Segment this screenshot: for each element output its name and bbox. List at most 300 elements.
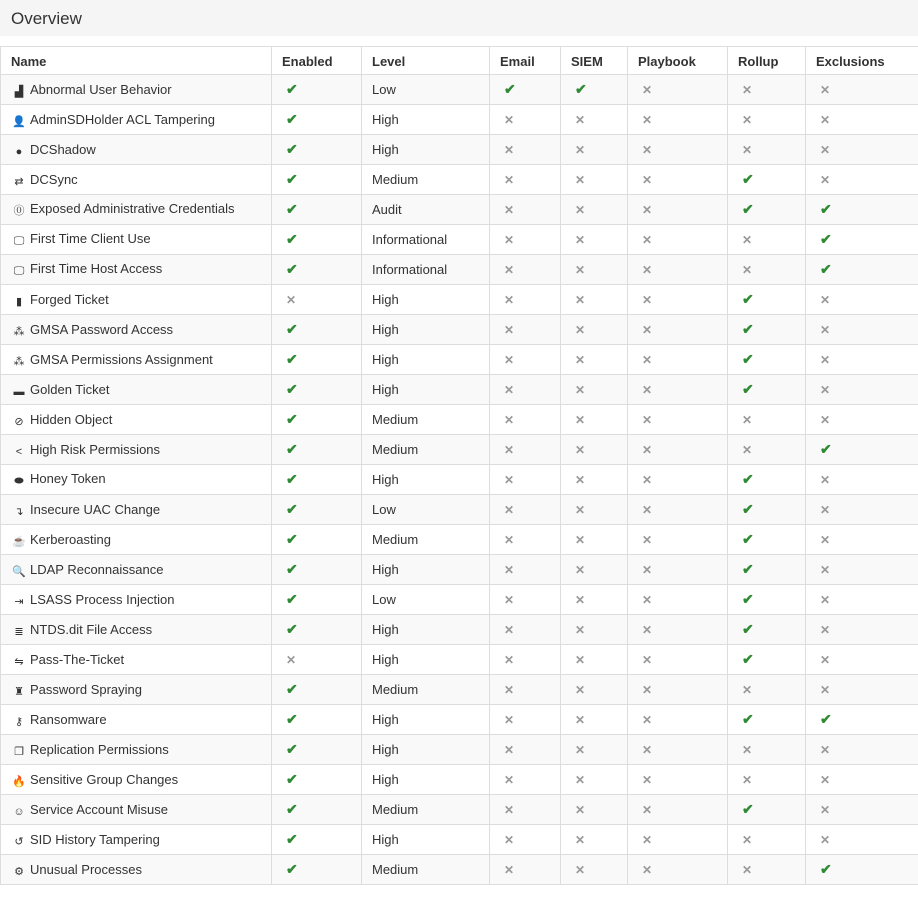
- siem-cell: [561, 165, 628, 195]
- exclusions-cell: [806, 135, 918, 165]
- check-icon: ✔: [286, 771, 298, 787]
- alert-name-cell: [1, 225, 272, 255]
- alert-name-cell: [1, 195, 272, 225]
- times-icon: ✕: [504, 653, 515, 667]
- level-cell: High: [362, 555, 490, 585]
- check-icon: ✔: [820, 201, 832, 217]
- alert-name: Forged Ticket: [30, 291, 109, 307]
- enabled-cell: [272, 405, 362, 435]
- siem-cell: [561, 525, 628, 555]
- check-icon: ✔: [286, 231, 298, 247]
- col-header-name[interactable]: Name: [1, 47, 272, 75]
- level-cell: Informational: [362, 225, 490, 255]
- table-row[interactable]: [1, 435, 918, 465]
- table-row[interactable]: [1, 825, 918, 855]
- rollup-cell: [728, 405, 806, 435]
- rollup-cell: [728, 105, 806, 135]
- times-icon: ✕: [504, 383, 515, 397]
- alert-name-cell: [1, 255, 272, 285]
- times-icon: ✕: [504, 473, 515, 487]
- alert-name-cell: [1, 645, 272, 675]
- playbook-cell: [628, 735, 728, 765]
- check-icon: ✔: [286, 741, 298, 757]
- table-row[interactable]: [1, 345, 918, 375]
- times-icon: ✕: [820, 743, 831, 757]
- exclusions-cell: [806, 225, 918, 255]
- exclusions-cell: [806, 105, 918, 135]
- col-header-siem[interactable]: SIEM: [561, 47, 628, 75]
- siem-cell: [561, 735, 628, 765]
- check-icon: ✔: [286, 711, 298, 727]
- times-icon: ✕: [575, 653, 586, 667]
- email-cell: [490, 165, 561, 195]
- rollup-cell: [728, 315, 806, 345]
- ghost-icon: ●: [15, 145, 23, 158]
- level-cell: Medium: [362, 795, 490, 825]
- exclusions-cell: [806, 615, 918, 645]
- times-icon: ✕: [504, 593, 515, 607]
- check-icon: ✔: [742, 801, 754, 817]
- level-cell: Medium: [362, 675, 490, 705]
- times-icon: ✕: [575, 503, 586, 517]
- email-cell: [490, 345, 561, 375]
- check-icon: ✔: [742, 651, 754, 667]
- exclusions-cell: [806, 525, 918, 555]
- times-icon: ✕: [504, 743, 515, 757]
- alert-name: AdminSDHolder ACL Tampering: [30, 111, 215, 127]
- alert-name: Hidden Object: [30, 411, 113, 427]
- rollup-cell: [728, 255, 806, 285]
- level-cell: High: [362, 135, 490, 165]
- table-row[interactable]: [1, 675, 918, 705]
- table-row[interactable]: [1, 255, 918, 285]
- database-icon: ≣: [14, 625, 24, 638]
- alert-name: DCSync: [30, 171, 78, 187]
- check-icon: ✔: [286, 591, 298, 607]
- col-header-playbook[interactable]: Playbook: [628, 47, 728, 75]
- playbook-cell: [628, 675, 728, 705]
- exclusions-cell: [806, 705, 918, 735]
- alert-name-cell: [1, 675, 272, 705]
- level-cell: Medium: [362, 525, 490, 555]
- times-icon: ✕: [642, 353, 653, 367]
- check-icon: ✔: [820, 231, 832, 247]
- level-cell: Medium: [362, 405, 490, 435]
- table-row[interactable]: [1, 585, 918, 615]
- check-icon: ✔: [742, 591, 754, 607]
- rollup-cell: [728, 585, 806, 615]
- check-icon: ✔: [742, 471, 754, 487]
- rollup-cell: [728, 645, 806, 675]
- table-row[interactable]: [1, 495, 918, 525]
- times-icon: ✕: [504, 143, 515, 157]
- alert-name: GMSA Password Access: [30, 321, 174, 337]
- cogs-icon: ⚙: [14, 865, 24, 878]
- email-cell: [490, 465, 561, 495]
- table-row[interactable]: [1, 615, 918, 645]
- exclusions-cell: [806, 735, 918, 765]
- alert-name-cell: [1, 765, 272, 795]
- playbook-cell: [628, 345, 728, 375]
- siem-cell: [561, 855, 628, 885]
- times-icon: ✕: [575, 263, 586, 277]
- universal-access-icon: ☺: [13, 805, 25, 818]
- enabled-cell: [272, 735, 362, 765]
- times-icon: ✕: [575, 593, 586, 607]
- exclusions-cell: [806, 675, 918, 705]
- rollup-cell: [728, 855, 806, 885]
- times-icon: ✕: [504, 833, 515, 847]
- alert-name: LDAP Reconnaissance: [30, 561, 164, 577]
- email-cell: [490, 645, 561, 675]
- check-icon: ✔: [286, 561, 298, 577]
- check-icon: ✔: [742, 501, 754, 517]
- alert-name-cell: [1, 495, 272, 525]
- times-icon: ✕: [575, 473, 586, 487]
- enabled-cell: [272, 825, 362, 855]
- copyright-icon: ⓪: [13, 205, 25, 217]
- times-icon: ✕: [504, 503, 515, 517]
- times-icon: ✕: [642, 293, 653, 307]
- check-icon: ✔: [742, 291, 754, 307]
- page-title: Overview: [0, 0, 918, 36]
- enabled-cell: [272, 615, 362, 645]
- rollup-cell: [728, 735, 806, 765]
- enabled-cell: [272, 135, 362, 165]
- playbook-cell: [628, 465, 728, 495]
- exclusions-cell: [806, 795, 918, 825]
- level-cell: Audit: [362, 195, 490, 225]
- table-row[interactable]: [1, 225, 918, 255]
- exclusions-cell: [806, 825, 918, 855]
- times-icon: ✕: [575, 713, 586, 727]
- check-icon: ✔: [742, 621, 754, 637]
- table-row[interactable]: [1, 165, 918, 195]
- times-icon: ✕: [742, 113, 753, 127]
- times-icon: ✕: [642, 773, 653, 787]
- exclusions-cell: [806, 495, 918, 525]
- email-cell: [490, 705, 561, 735]
- exclusions-cell: [806, 345, 918, 375]
- table-row[interactable]: [1, 135, 918, 165]
- level-cell: High: [362, 105, 490, 135]
- id-badge-icon: ▮: [15, 295, 23, 308]
- rollup-cell: [728, 495, 806, 525]
- times-icon: ✕: [820, 773, 831, 787]
- times-icon: ✕: [575, 773, 586, 787]
- times-icon: ✕: [504, 413, 515, 427]
- alert-name-cell: [1, 825, 272, 855]
- exclusions-cell: [806, 465, 918, 495]
- playbook-cell: [628, 585, 728, 615]
- check-icon: ✔: [742, 171, 754, 187]
- playbook-cell: [628, 615, 728, 645]
- alert-name-cell: [1, 75, 272, 105]
- database-icon: ⬬: [14, 475, 24, 487]
- playbook-cell: [628, 315, 728, 345]
- times-icon: ✕: [504, 443, 515, 457]
- key-icon: ⚷: [14, 715, 24, 728]
- exclusions-cell: [806, 765, 918, 795]
- level-cell: High: [362, 735, 490, 765]
- col-header-exclusions[interactable]: Exclusions: [806, 47, 918, 75]
- check-icon: ✔: [820, 861, 832, 877]
- table-row[interactable]: [1, 645, 918, 675]
- times-icon: ✕: [286, 293, 297, 307]
- col-header-level[interactable]: Level: [362, 47, 490, 75]
- rollup-cell: [728, 555, 806, 585]
- table-row[interactable]: [1, 855, 918, 885]
- times-icon: ✕: [642, 83, 653, 97]
- times-icon: ✕: [820, 803, 831, 817]
- times-icon: ✕: [820, 143, 831, 157]
- check-icon: ✔: [286, 681, 298, 697]
- level-cell: Low: [362, 585, 490, 615]
- col-header-rollup[interactable]: Rollup: [728, 47, 806, 75]
- level-cell: High: [362, 315, 490, 345]
- check-icon: ✔: [286, 171, 298, 187]
- level-cell: Medium: [362, 855, 490, 885]
- times-icon: ✕: [575, 323, 586, 337]
- times-icon: ✕: [504, 173, 515, 187]
- alert-name: Sensitive Group Changes: [30, 771, 179, 787]
- times-icon: ✕: [742, 83, 753, 97]
- overview-table-container: [0, 46, 918, 885]
- playbook-cell: [628, 75, 728, 105]
- enabled-cell: [272, 105, 362, 135]
- level-cell: Medium: [362, 165, 490, 195]
- check-icon: ✔: [742, 531, 754, 547]
- exclusions-cell: [806, 75, 918, 105]
- check-icon: ✔: [575, 81, 587, 97]
- alert-name: Password Spraying: [30, 681, 142, 697]
- email-cell: [490, 795, 561, 825]
- playbook-cell: [628, 825, 728, 855]
- rollup-cell: [728, 795, 806, 825]
- table-body: [1, 75, 918, 885]
- alert-name: High Risk Permissions: [30, 441, 161, 457]
- alert-name-cell: [1, 585, 272, 615]
- alert-name: First Time Client Use: [30, 231, 151, 246]
- table-row[interactable]: [1, 525, 918, 555]
- alert-name-cell: [1, 555, 272, 585]
- times-icon: ✕: [642, 323, 653, 337]
- email-cell: [490, 435, 561, 465]
- playbook-cell: [628, 225, 728, 255]
- check-icon: ✔: [286, 201, 298, 217]
- table-row[interactable]: [1, 705, 918, 735]
- siem-cell: [561, 285, 628, 315]
- playbook-cell: [628, 195, 728, 225]
- alert-name: Abnormal User Behavior: [30, 81, 172, 97]
- times-icon: ✕: [642, 113, 653, 127]
- alert-name: Insecure UAC Change: [30, 501, 161, 517]
- level-cell: Low: [362, 75, 490, 105]
- times-icon: ✕: [820, 383, 831, 397]
- level-cell: High: [362, 825, 490, 855]
- alert-name-cell: [1, 615, 272, 645]
- times-icon: ✕: [575, 233, 586, 247]
- siem-cell: [561, 705, 628, 735]
- alert-name: Ransomware: [30, 711, 107, 727]
- rollup-cell: [728, 705, 806, 735]
- playbook-cell: [628, 405, 728, 435]
- table-row[interactable]: [1, 795, 918, 825]
- check-icon: ✔: [820, 711, 832, 727]
- playbook-cell: [628, 255, 728, 285]
- enabled-cell: [272, 345, 362, 375]
- exclusions-cell: [806, 435, 918, 465]
- email-cell: [490, 735, 561, 765]
- col-header-enabled[interactable]: Enabled: [272, 47, 362, 75]
- alert-name-cell: [1, 375, 272, 405]
- playbook-cell: [628, 525, 728, 555]
- rollup-cell: [728, 825, 806, 855]
- times-icon: ✕: [575, 803, 586, 817]
- table-row[interactable]: [1, 75, 918, 105]
- email-cell: [490, 105, 561, 135]
- alert-name-cell: [1, 285, 272, 315]
- table-row[interactable]: [1, 405, 918, 435]
- level-cell: High: [362, 375, 490, 405]
- table-row[interactable]: [1, 285, 918, 315]
- alert-name: Exposed Administrative Credentials: [30, 201, 235, 216]
- exclusions-cell: [806, 585, 918, 615]
- siem-cell: [561, 135, 628, 165]
- enabled-cell: [272, 225, 362, 255]
- times-icon: ✕: [742, 773, 753, 787]
- times-icon: ✕: [820, 113, 831, 127]
- level-cell: High: [362, 645, 490, 675]
- enabled-cell: [272, 285, 362, 315]
- times-icon: ✕: [575, 293, 586, 307]
- times-icon: ✕: [820, 83, 831, 97]
- playbook-cell: [628, 285, 728, 315]
- enabled-cell: [272, 465, 362, 495]
- enabled-cell: [272, 675, 362, 705]
- times-icon: ✕: [642, 833, 653, 847]
- siem-cell: [561, 195, 628, 225]
- times-icon: ✕: [820, 563, 831, 577]
- times-icon: ✕: [575, 113, 586, 127]
- coffee-icon: ☕: [12, 535, 26, 548]
- playbook-cell: [628, 765, 728, 795]
- exclusions-cell: [806, 315, 918, 345]
- email-cell: [490, 225, 561, 255]
- rollup-cell: [728, 615, 806, 645]
- alert-name: SID History Tampering: [30, 831, 160, 847]
- siem-cell: [561, 255, 628, 285]
- times-icon: ✕: [504, 353, 515, 367]
- check-icon: ✔: [286, 411, 298, 427]
- alert-name: NTDS.dit File Access: [30, 621, 153, 637]
- table-row[interactable]: [1, 555, 918, 585]
- exchange-users-icon: ⇋: [14, 655, 24, 668]
- level-cell: High: [362, 615, 490, 645]
- rollup-cell: [728, 765, 806, 795]
- check-icon: ✔: [504, 81, 516, 97]
- email-cell: [490, 405, 561, 435]
- playbook-cell: [628, 165, 728, 195]
- email-cell: [490, 825, 561, 855]
- enabled-cell: [272, 375, 362, 405]
- times-icon: ✕: [642, 653, 653, 667]
- table-row[interactable]: [1, 195, 918, 225]
- times-icon: ✕: [742, 443, 753, 457]
- times-icon: ✕: [820, 473, 831, 487]
- alert-name: Unusual Processes: [30, 861, 142, 877]
- times-icon: ✕: [575, 443, 586, 457]
- table-row[interactable]: [1, 765, 918, 795]
- email-cell: [490, 855, 561, 885]
- times-icon: ✕: [742, 233, 753, 247]
- playbook-cell: [628, 435, 728, 465]
- alert-name-cell: [1, 345, 272, 375]
- times-icon: ✕: [504, 713, 515, 727]
- times-icon: ✕: [286, 653, 297, 667]
- times-icon: ✕: [642, 233, 653, 247]
- table-row[interactable]: [1, 735, 918, 765]
- times-icon: ✕: [642, 803, 653, 817]
- siem-cell: [561, 765, 628, 795]
- exclusions-cell: [806, 285, 918, 315]
- siem-cell: [561, 105, 628, 135]
- enabled-cell: [272, 795, 362, 825]
- times-icon: ✕: [820, 533, 831, 547]
- alert-name-cell: [1, 795, 272, 825]
- table-row[interactable]: [1, 375, 918, 405]
- siem-cell: [561, 495, 628, 525]
- times-icon: ✕: [642, 863, 653, 877]
- exclusions-cell: [806, 165, 918, 195]
- level-cell: High: [362, 345, 490, 375]
- search-icon: 🔍: [12, 565, 26, 578]
- col-header-email[interactable]: Email: [490, 47, 561, 75]
- siem-cell: [561, 675, 628, 705]
- exclusions-cell: [806, 195, 918, 225]
- alert-name-cell: [1, 405, 272, 435]
- rollup-cell: [728, 345, 806, 375]
- table-row[interactable]: [1, 105, 918, 135]
- alert-name: Honey Token: [30, 471, 106, 486]
- check-icon: ✔: [286, 351, 298, 367]
- spray-can-icon: ♜: [14, 685, 24, 698]
- times-icon: ✕: [504, 323, 515, 337]
- email-cell: [490, 195, 561, 225]
- alert-name: Replication Permissions: [30, 741, 169, 757]
- playbook-cell: [628, 105, 728, 135]
- user-times-icon: 👤: [12, 115, 26, 128]
- table-row[interactable]: [1, 465, 918, 495]
- users-icon: ⁂: [13, 325, 25, 338]
- level-cell: High: [362, 705, 490, 735]
- check-icon: ✔: [742, 561, 754, 577]
- enabled-cell: [272, 555, 362, 585]
- exclusions-cell: [806, 255, 918, 285]
- times-icon: ✕: [820, 293, 831, 307]
- times-icon: ✕: [504, 623, 515, 637]
- retweet-icon: ⇄: [14, 175, 24, 188]
- times-icon: ✕: [642, 263, 653, 277]
- table-row[interactable]: [1, 315, 918, 345]
- playbook-cell: [628, 795, 728, 825]
- check-icon: ✔: [742, 321, 754, 337]
- times-icon: ✕: [742, 263, 753, 277]
- times-icon: ✕: [742, 143, 753, 157]
- times-icon: ✕: [575, 833, 586, 847]
- rollup-cell: [728, 195, 806, 225]
- siem-cell: [561, 645, 628, 675]
